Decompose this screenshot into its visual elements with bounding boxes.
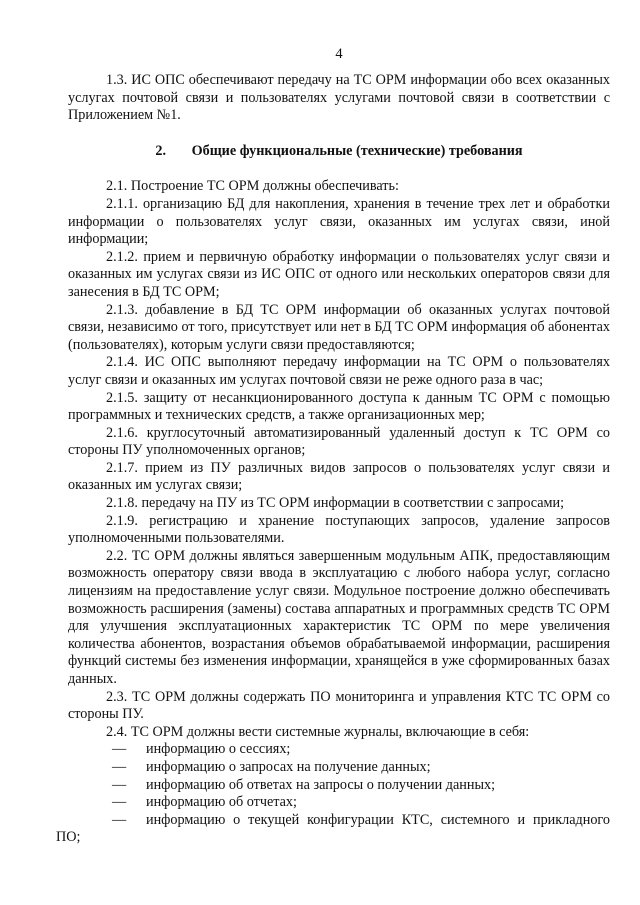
paragraph-2-3: 2.3. ТС ОРМ должны содержать ПО мониторинга и управления КТС ТС ОРМ со стороны ПУ. xyxy=(68,688,610,723)
paragraph-2-1-3: 2.1.3. добавление в БД ТС ОРМ информации об оказанных услугах почтовой связи, независимо от того, присутствует или нет в БД ТС ОРМ информация об абонентах (пользователях), которым услуги связи предоставляются; xyxy=(68,301,610,353)
list-item xyxy=(112,759,610,777)
list-item xyxy=(112,812,610,830)
list-item-text: информацию об отчетах; xyxy=(146,794,297,811)
section-heading xyxy=(68,143,610,161)
list-item xyxy=(112,741,610,759)
dash-marker: — xyxy=(112,758,127,775)
paragraph-2-1-4: 2.1.4. ИС ОПС выполняют передачу информации на ТС ОРМ о пользователях услуг связи и оказанных им услугах почтовой связи не реже одного раза в час; xyxy=(68,354,610,388)
paragraph-2-1: 2.1. Построение ТС ОРМ должны обеспечивать: xyxy=(106,178,399,195)
list-item-text: информацию о текущей конфигурации КТС, системного и прикладного xyxy=(146,811,610,828)
list-item xyxy=(112,777,610,795)
dash-marker: — xyxy=(112,741,127,758)
dash-marker: — xyxy=(112,794,127,811)
list-tail-text: ПО; xyxy=(56,829,81,846)
paragraph-1-3: 1.3. ИС ОПС обеспечивают передачу на ТС ОРМ информации обо всех оказанных услугах почтовой связи и пользователях услугами почтовой связи в соответствии с Приложением №1. xyxy=(68,72,610,124)
paragraph-2-1-5: 2.1.5. защиту от несанкционированного доступа к данным ТС ОРМ с помощью программных и технических средств, а также организационных мер; xyxy=(68,389,610,424)
paragraph-2-1-6: 2.1.6. круглосуточный автоматизированный удаленный доступ к ТС ОРМ со стороны ПУ уполномоченных органов; xyxy=(68,424,610,459)
paragraph-2-1-8: 2.1.8. передачу на ПУ из ТС ОРМ информации в соответствии с запросами; xyxy=(106,495,565,512)
dash-marker: — xyxy=(112,811,127,828)
paragraph-2-1-1: 2.1.1. организацию БД для накопления, хранения в течение трех лет и обработки информации о пользователях услуг связи, оказанных им услугах связи, иной информации; xyxy=(68,195,610,248)
list-item xyxy=(112,794,610,812)
paragraph-2-1-9: 2.1.9. регистрацию и хранение поступающих запросов, удаление запросов уполномоченными пользователями. xyxy=(68,512,610,547)
paragraph-2-4: 2.4. ТС ОРМ должны вести системные журналы, включающие в себя: xyxy=(106,723,530,740)
dash-marker: — xyxy=(112,776,127,793)
page-number: 4 xyxy=(335,46,343,62)
section-number: 2. xyxy=(155,142,167,159)
list-item-text: информацию о сессиях; xyxy=(146,741,291,758)
list-item-text: информацию о запросах на получение данных; xyxy=(146,758,431,775)
paragraph-2-1-2: 2.1.2. прием и первичную обработку информации о пользователях услуг связи и оказанных им услугах связи из ИС ОПС от одного или нескольких операторов связи для занесения в БД ТС ОРМ; xyxy=(68,248,610,300)
journal-list xyxy=(68,741,610,829)
paragraph-2-1-7: 2.1.7. прием из ПУ различных видов запросов о пользователях услуг связи и оказанных им услугах связи; xyxy=(68,459,610,494)
paragraph-2-2: 2.2. ТС ОРМ должны являться завершенным модульным АПК, предоставляющим возможность оператору связи ввода в эксплуатацию с любого набора услуг, согласно лицензиям на предоставление услуг связи. Модульное построение должно обеспечивать возможность расширения (замены) состава аппаратных и программных средств ТС ОРМ для улучшения эксплуатационных характеристик ТС ОРМ по мере увеличения количества абонентов, возрастания объемов обрабатываемой информации, расширения функций системы без изменения информации, хранящейся в уже сформированных базах данных. xyxy=(68,547,610,687)
section-title: Общие функциональные (технические) требования xyxy=(191,142,523,159)
list-item-text: информацию об ответах на запросы о получении данных; xyxy=(146,776,496,793)
